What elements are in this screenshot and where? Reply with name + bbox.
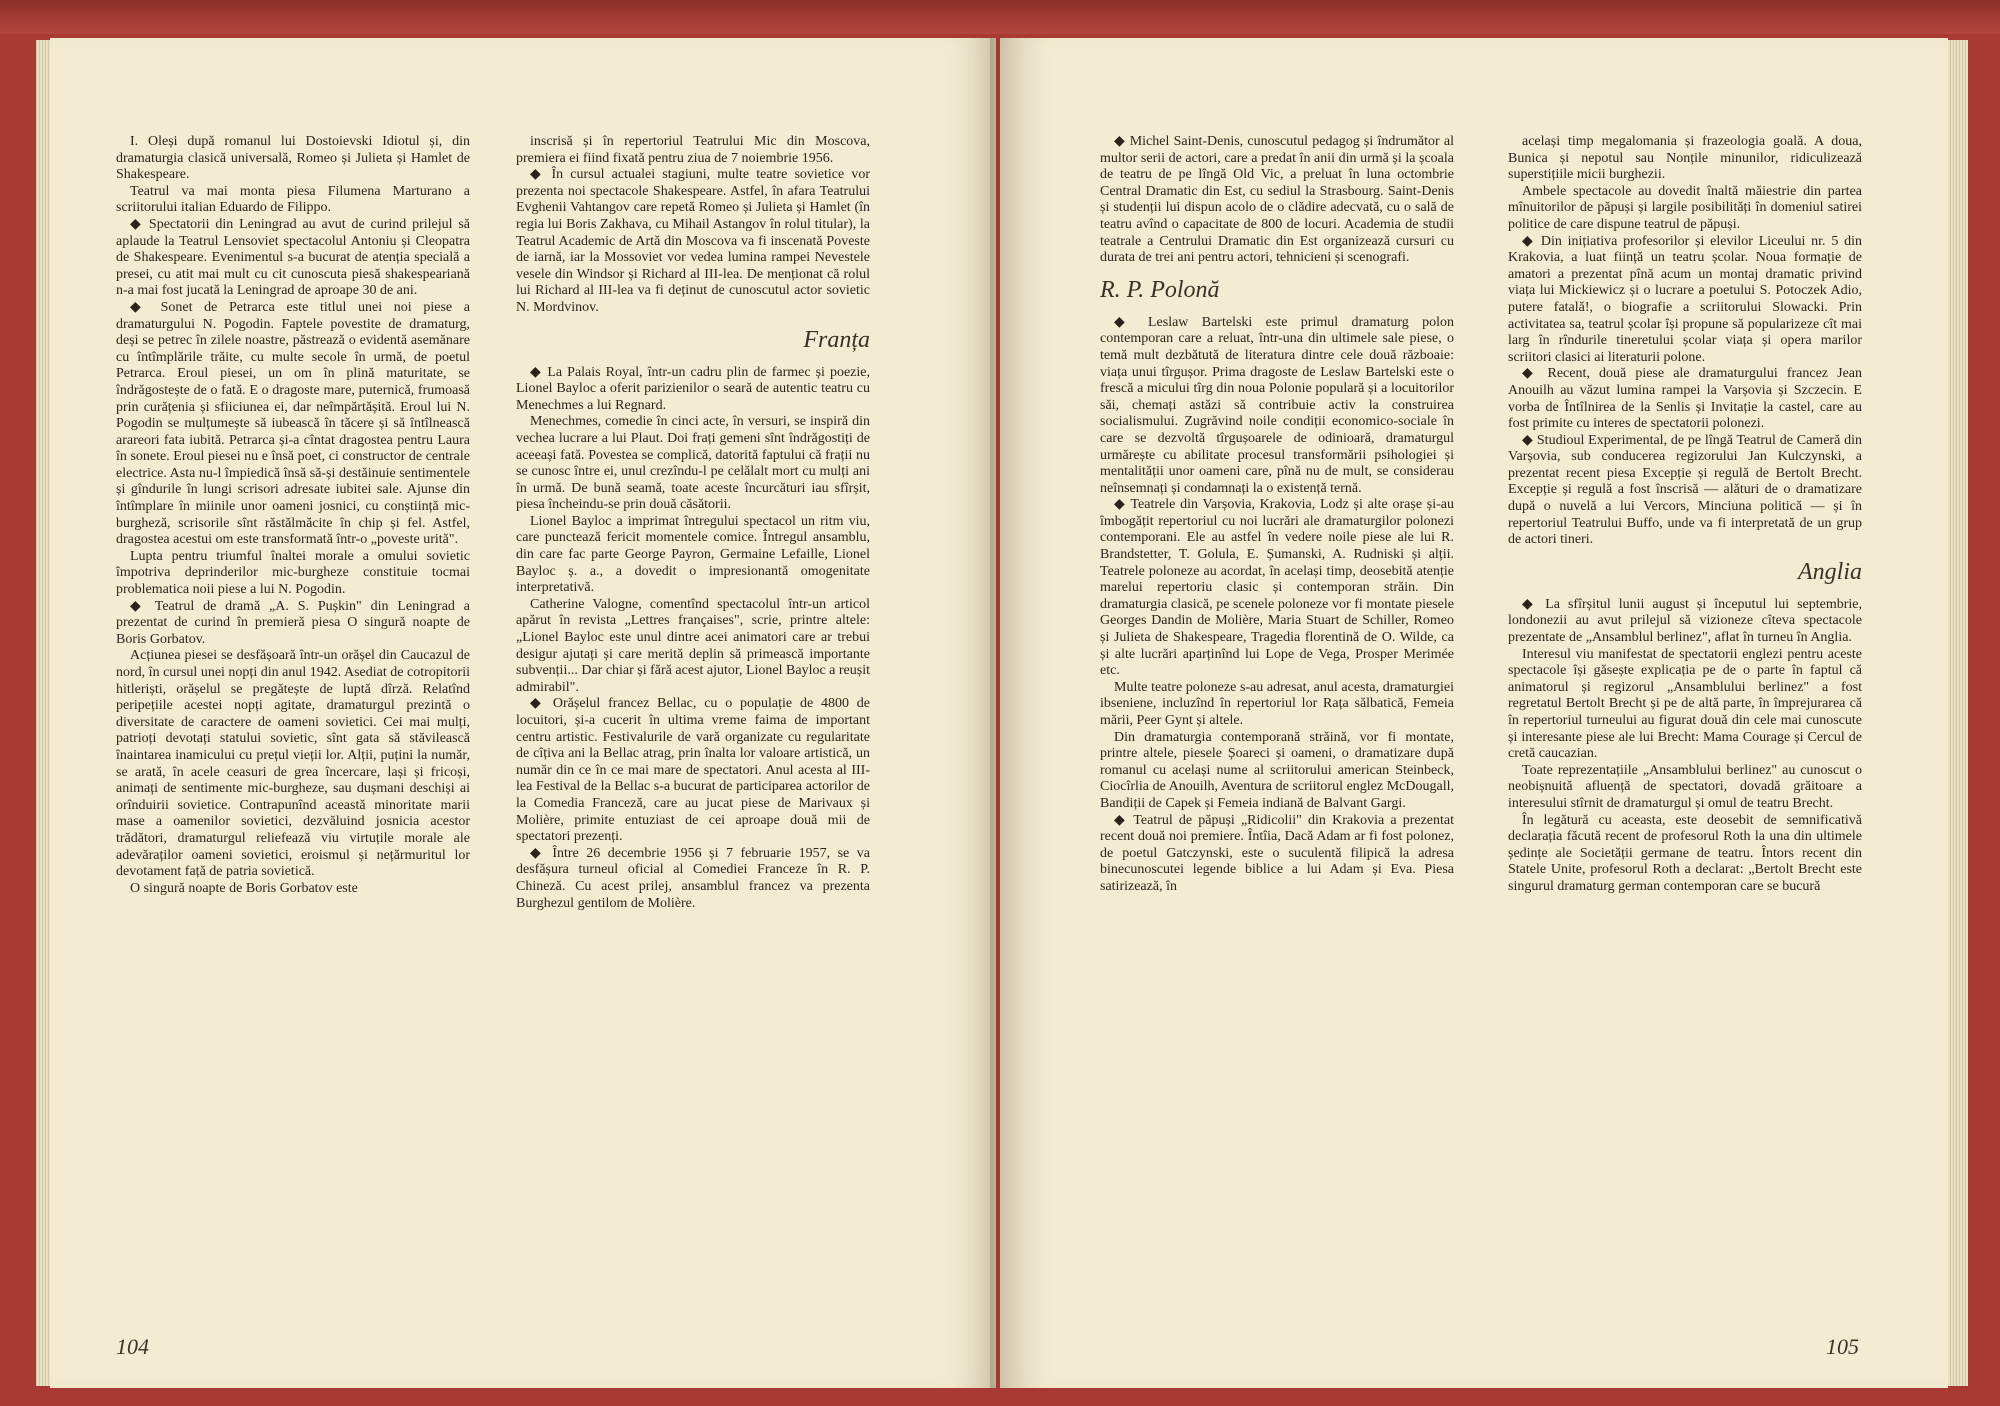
paragraph: Toate reprezentațiile „Ansamblului berlinez" au cunoscut o neobișnuită afluență de spectatori, dovadă grăitoare a interesului stîrnit de dramaturgul și omul de teatru Brecht. [1508, 762, 1862, 811]
paragraph: ◆ Spectatorii din Leningrad au avut de curind prilejul să aplaude la Teatrul Lensoviet spectacolul Antoniu și Cleopatra de Shakespeare. Evenimentul s-a bucurat de atenția specială a presei, cu atit mai mult cu cit cunoscuta piesă shakespeariană n-a mai fost jucată la Leningrad de aproape 30 de ani. [116, 216, 470, 299]
paragraph: ◆ În cursul actualei stagiuni, multe teatre sovietice vor prezenta noi spectacole Shakespeare. Astfel, în afara Teatrului Evghenii Vahtangov care repetă Romeo și Julieta și Hamlet (în regia lui Boris Zakhava, cu Mihail Astangov în rolul titular), la Teatrul Academic de Artă din Moscova va fi inscenată Poveste de iarnă, iar la Mossoviet vor vedea lumina rampei Nevestele vesele din Windsor și Richard al III-lea. De menționat că rolul lui Richard al III-lea va fi deținut de cunoscutul actor sovietic N. Mordvinov. [516, 167, 870, 315]
page-edges-right [1948, 40, 1968, 1386]
column-3-top [1100, 134, 1454, 267]
paragraph: I. Oleși după romanul lui Dostoievski Idiotul și, din dramaturgia clasică universală, Romeo și Julieta și Hamlet de Shakespeare. [116, 134, 470, 183]
paragraph: Multe teatre poloneze s-au adresat, anul acesta, dramaturgiei ibseniene, incluzînd în repertoriul lor Rața sălbatică, Femeia mării, Peer Gynt și altele. [1100, 679, 1454, 728]
page-number-left: 104 [116, 1334, 149, 1359]
column-3 [1100, 134, 1454, 1314]
paragraph: Teatrul va mai monta piesa Filumena Marturano a scriitorului italian Eduardo de Filippo. [116, 183, 470, 216]
paragraph: ◆ Orășelul francez Bellac, cu o populație de 4800 de locuitori, și-a cucerit în ultima vreme faima de important centru artistic. Festivalurile de vară organizate cu regularitate de cîțiva ani la Bellac atrag, prin înalta lor valoare artistică, un număr din ce în ce mai mare de spectatori. Anul acesta al III-lea Festival de la Bellac s-a bucurat de participarea actorilor de la Comedia Franceză, care au jucat piese de Marivaux și Molière, primite entuziast de cei aproape două mii de spectatori prezenți. [516, 696, 870, 845]
paragraph: ◆ Între 26 decembrie 1956 și 7 februarie 1957, se va desfășura turneul oficial al Comediei Franceze în R. P. Chineză. Cu acest prilej, ansamblul francez va prezenta Burghezul gentilom de Molière. [516, 845, 870, 911]
paragraph: Ambele spectacole au dovedit înaltă măiestrie din partea mînuitorilor de păpuși și largile posibilități în domeniul satirei politice de care dispune teatrul de păpuși. [1508, 183, 1862, 232]
paragraph: ◆ Michel Saint-Denis, cunoscutul pedagog și îndrumător al multor serii de actori, care a predat în anii din urmă și la școala de teatru de pe lîngă Old Vic, a preluat în luna octombrie Central Dramatic din Est, cu sediul la Strasbourg. Saint-Denis și studenții lui dispun acolo de o clădire adecvată, cu o sală de teatru avînd o capacitate de 800 de locuri. Academia de studii teatrale a Centrului Dramatic din Est organizează cursuri cu durata de trei ani pentru actori, tehnicieni și scenografi. [1100, 134, 1454, 266]
column-3-bottom [1100, 315, 1454, 896]
paragraph: Menechmes, comedie în cinci acte, în versuri, se inspiră din vechea lucrare a lui Plaut. Doi frați gemeni sînt îndrăgostiți de aceeași fată. Povestea se complică, datorită faptului că frații nu se cunosc între ei, unul crezîndu-l pe celălalt mort cu mulți ani în urmă. De bună seamă, toate aceste încurcături iau sfîrșit, piesa încheindu-se prin două căsătorii. [516, 414, 870, 513]
paragraph: ◆ Teatrul de păpuși „Ridicolii" din Krakovia a prezentat recent două noi premiere. Întîia, Dacă Adam ar fi fost polonez, de poetul Gatczynski, este o suculentă filipică la adresa binecunoscutei legende biblice a lui Adam și Eva. Piesa satirizează, în [1100, 812, 1454, 894]
column-4 [1508, 134, 1862, 1314]
column-2-top [516, 134, 870, 317]
paragraph: același timp megalomania și frazeologia goală. A doua, Bunica și nepotul sau Nonțile minunilor, ridiculizează superstițiile micii burghezii. [1508, 134, 1862, 183]
paragraph: ◆ Sonet de Petrarca este titlul unei noi piese a dramaturgului N. Pogodin. Faptele povestite de dramaturg, deși se petrec în zilele noastre, păstrează o evidentă asemănare cu întîmplările trăite, cu multe secole în urmă, de poetul Petrarca. Eroul piesei, un om în plină maturitate, se îndrăgostește de o fată. E o dragoste mare, puternică, frumoasă prin curățenia și sfiiciunea ei, dar neîmpărtășită. Eroul lui N. Pogodin se mulțumește să iubească în tăcere și să întîlnească arareori fata iubită. Petrarca și-a cîntat dragostea pentru Laura în sonete. Eroul piesei nu e însă poet, ci constructor de centrale electrice. Asta nu-l împiedică însă să-și destăinuie sentimentele și gîndurile în lungi scrisori adresate iubitei sale. Ajunse din întîmplare în miinile unor oameni josnici, cu conștiință mic-burgheză, scrisorile sînt răstălmăcite în chip și fel. Astfel, dragostea acestui om este transformată într-o „poveste urită". [116, 299, 470, 548]
paragraph: Din dramaturgia contemporană străină, vor fi montate, printre altele, piesele Șoareci și oameni, o dramatizare după romanul cu același nume al scriitorului american Steinbeck, Ciocîrlia de Anouilh, Aventura de scriitorul englez McDougall, Bandiții de Capek și Femeia indiană de Balvant Gargi. [1100, 729, 1454, 811]
column-2-bottom [516, 365, 870, 913]
paragraph: Lupta pentru triumful înaltei morale a omului sovietic împotriva deprinderilor mic-burgheze constituie tocmai problematica noii piese a lui N. Pogodin. [116, 548, 470, 598]
paragraph: inscrisă și în repertoriul Teatrului Mic din Moscova, premiera ei fiind fixată pentru ziua de 7 noiembrie 1956. [516, 134, 870, 166]
paragraph: ◆ Leslaw Bartelski este primul dramaturg polon contemporan care a reluat, într-una din ultimele sale piese, o temă mult dezbătută de literatura dintre cele două războaie: viața unui tîrgușor. Prima dragoste de Leslaw Bartelski este o frescă a micului tîrg din noua Polonie populară și a locuitorilor săi, chemați astăzi să contribuie activ la construirea socialismului. Zugrăvind noile condiții economico-sociale în care se dezvoltă tîrgușoarele de odinioară, dramaturgul urmărește cu abilitate procesul transformării psihologiei și mentalității unor oameni care, pînă nu de mult, se considerau neînsemnați și condamnați la o existență ternă. [1100, 314, 1454, 496]
paragraph: Lionel Bayloc a imprimat întregului spectacol un ritm viu, care punctează fericit momentele comice. Întregul ansamblu, din care fac parte George Payron, Germaine Lefaille, Lionel Bayloc ș. a., a dovedit o impresionantă omogenitate interpretativă. [516, 513, 870, 596]
paragraph: Interesul viu manifestat de spectatorii englezi pentru aceste spectacole își găsește explicația pe de o parte în faptul că animatorul și regizorul „Ansamblului berlinez" a fost regretatul Bertolt Brecht și pe de altă parte, în împrejurarea că în repertoriul turneului au figurat două din cele mai cunoscute și interesante piese ale lui Brecht: Mama Courage și Cercul de cretă caucazian. [1508, 646, 1862, 762]
paragraph: ◆ Studioul Experimental, de pe lîngă Teatrul de Cameră din Varșovia, sub conducerea regizorului Jan Kulczynski, a prezentat recent piesa Excepție și regulă de Bertolt Brecht. Excepție și regulă a fost înscrisă — alături de o dramatizare după o nuvelă a lui Vercors, Minciuna politică — și în repertoriul Teatrului Buffo, unde va fi interpretată de un grup de actori tineri. [1508, 432, 1862, 548]
column-2 [516, 134, 870, 1314]
paragraph: ◆ Teatrul de dramă „A. S. Pușkin" din Leningrad a prezentat de curind în premieră piesa O singură noapte de Boris Gorbatov. [116, 598, 470, 647]
column-1 [116, 134, 470, 1314]
paragraph: ◆ Teatrele din Varșovia, Krakovia, Lodz și alte orașe și-au îmbogățit repertoriul cu noi lucrări ale dramaturgilor polonezi contemporani. Ele au astfel în vedere noile piese ale lui R. Brandstetter, T. Golula, E. Șumanski, A. Rudniski și alții. Teatrele poloneze au acordat, în același timp, deosebită atenție marelui repertoriu clasic și contemporan străin. Din dramaturgia clasică, pe scenele poloneze vor fi montate piesele Georges Dandin de Molière, Maria Stuart de Schiller, Romeo și Julieta de Shakespeare, Tragedia florentină de O. Wilde, ca și alte lucrări aparținînd lui Lope de Vega, Prosper Merimée etc. [1100, 497, 1454, 679]
paragraph: Acțiunea piesei se desfășoară într-un orășel din Caucazul de nord, în cursul unei nopți din anul 1942. Asediat de cotropitorii hitleriști, orășelul se pregătește de luptă dîrză. Relatînd peripețiile acestei nopți agitate, dramaturgul prezintă o diversitate de caractere de oameni sovietici. Cei mai mulți, patrioți devotați statului sovietic, sînt gata să stăvilească înaintarea inamicului cu prețul vieții lor. Alții, puțini la număr, se arată, în acele ceasuri de grea încercare, lași și fricoși, animați de sentimente mic-burgheze, sau dușmani deschiși ai orînduirii sovietice. Contrapunînd această minoritate marii mase a oamenilor sovietici, dezvăluind josnicia acestor trădători, dramaturgul reliefează viu virtuțile morale ale adevăraților oameni sovietici, eroismul și nețărmuritul lor devotament față de patria sovietică. [116, 648, 470, 880]
right-page [1000, 38, 1948, 1388]
left-page [50, 38, 996, 1388]
section-heading-anglia: Anglia [1798, 558, 1862, 585]
paragraph: O singură noapte de Boris Gorbatov este [130, 880, 358, 896]
page-number-right: 105 [1826, 1334, 1859, 1359]
paragraph: În legătură cu aceasta, este deosebit de semnificativă declarația făcută recent de profesorul Roth la una din ultimele ședințe ale Societății germane de teatru. Întors recent din Statele Unite, profesorul Roth a declarat: „Bertolt Brecht este singurul dramaturg german contemporan care se bucură [1508, 812, 1862, 894]
paragraph: ◆ Recent, două piese ale dramaturgului francez Jean Anouilh au văzut lumina rampei la Varșovia și Szczecin. E vorba de Întîlnirea de la Senlis și Invitație la castel, care au fost primite cu interes de spectatorii polonezi. [1508, 366, 1862, 432]
section-heading-polona: R. P. Polonă [1100, 276, 1220, 303]
column-4-top [1508, 134, 1862, 549]
book-cover-top [0, 0, 2000, 34]
paragraph: ◆ La sfîrșitul lunii august și începutul lui septembrie, londonezii au avut prilejul să vizioneze cîteva spectacole prezentate de „Ansamblul berlinez", aflat în turneu în Anglia. [1508, 596, 1862, 646]
page-edges-left [36, 40, 50, 1386]
section-heading-franta: Franța [803, 326, 870, 353]
column-4-bottom [1508, 597, 1862, 896]
paragraph: ◆ Din inițiativa profesorilor și elevilor Liceului nr. 5 din Krakovia, a luat ființă un teatru școlar. Noua formație de amatori a prezentat pînă acum un montaj dramatic privind viața lui Mickiewicz și o lucrare a poetului S. Potoczek Adio, putere fatală!, o biografie a scriitorului Slowacki. Prin activitatea sa, teatrul școlar își propune să popularizeze cît mai larg în rîndurile tineretului școlar viața și opera marilor scriitori clasici ai literaturii polone. [1508, 233, 1862, 365]
paragraph: Catherine Valogne, comentînd spectacolul într-un articol apărut în revista „Lettres françaises", scrie, printre altele: „Lionel Bayloc este unul dintre acei animatori care ar trebui desigur ajutați și care merită deplin să primească importante subvenții... Dar chiar și fără acest ajutor, Lionel Bayloc a reușit admirabil". [516, 596, 870, 695]
paragraph: ◆ La Palais Royal, într-un cadru plin de farmec și poezie, Lionel Bayloc a oferit parizienilor o seară de autentic teatru cu Menechmes a lui Regnard. [516, 364, 870, 413]
